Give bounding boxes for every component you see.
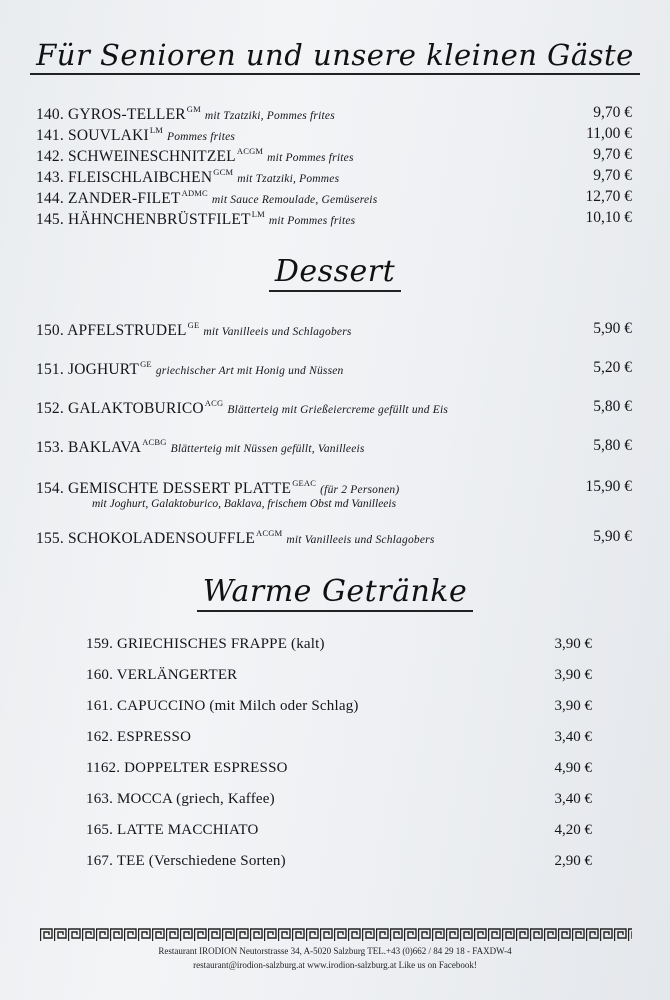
menu-item: 144. ZANDER-$FILET^{ADMC}mit$ Sauce Remoulade, Gemüsereis 12,70 € xyxy=(36,188,632,207)
item-price: 5,80 € xyxy=(593,437,632,454)
item-price: 5,90 € xyxy=(593,320,632,337)
menu-item: 163. MOCCA (griech, Kaffee) 3,40 € xyxy=(86,791,592,807)
menu-item: 159. GRIECHISCHES FRAPPE (kalt) 3,90 € xyxy=(86,636,592,652)
item-price: 3,40 € xyxy=(554,729,592,745)
item-price: 9,70 € xyxy=(593,104,632,121)
menu-item: 143. $FLEISCHLAIBCHEN^{GCM}mit$ Tzatziki, Pommes 9,70 € xyxy=(36,167,632,186)
menu-item: 141. $SOUVLAKI^{LM}Pommes$ frites 11,00 € xyxy=(36,125,632,144)
greek-key-border-icon xyxy=(40,928,632,942)
footer-contact: restaurant@irodion-salzburg.at www.irodion-salzburg.at Like us on Facebook! xyxy=(193,960,477,970)
section-title-dessert: Dessert xyxy=(0,254,670,292)
menu-item: 155. $SCHOKOLADENSOUFFLE^{ACGM}mit$ Vanilleeis und Schlagobers 5,90 € xyxy=(36,528,632,547)
item-price: 9,70 € xyxy=(593,167,632,184)
item-price: 11,00 € xyxy=(586,125,632,142)
menu-item: 1162. DOPPELTER ESPRESSO 4,90 € xyxy=(86,760,592,776)
menu-item: 142. $SCHWEINESCHNITZEL^{ACGM}mit$ Pommes frites 9,70 € xyxy=(36,146,632,165)
menu-item: 151. $JOGHURT^{GE}griechischer$ Art mit Honig und Nüssen 5,20 € xyxy=(36,359,632,378)
item-price: 12,70 € xyxy=(585,188,632,205)
item-price: 10,10 € xyxy=(585,209,632,226)
section-title-drinks: Warme Getränke xyxy=(0,574,670,612)
menu-item: 145. $HÄHNCHENBRÜSTFILET^{LM}mit$ Pommes frites 10,10 € xyxy=(36,209,632,228)
item-price: 4,90 € xyxy=(554,760,592,776)
item-price: 3,40 € xyxy=(554,791,592,807)
menu-item: 140. GYROS-$TELLER^{GM}mit$ Tzatziki, Pommes frites 9,70 € xyxy=(36,104,632,123)
item-price: 15,90 € xyxy=(585,478,632,495)
menu-item: 154. GEMISCHTE DESSERT $PLATTE^{GEAC}(für$ 2 Personen) mit Joghurt, Galaktoburico, Baklava, frischem Obst md Vanilleeis 15,90 € xyxy=(36,478,632,510)
footer-address: Restaurant IRODION Neutorstrasse 34, A-5020 Salzburg TEL.+43 (0)662 / 84 29 18 - FAXDW-4 xyxy=(158,946,512,956)
menu-item: 150. $APFELSTRUDEL^{GE}mit$ Vanilleeis und Schlagobers 5,90 € xyxy=(36,320,632,339)
item-sub-description: mit Joghurt, Galaktoburico, Baklava, frischem Obst md Vanilleeis xyxy=(92,498,397,510)
menu-item: 162. ESPRESSO 3,40 € xyxy=(86,729,592,745)
menu-item: 160. VERLÄNGERTER 3,90 € xyxy=(86,667,592,683)
menu-item: 152. $GALAKTOBURICO^{ACG}Blätterteig$ mit Grießeiercreme gefüllt und Eis 5,80 € xyxy=(36,398,632,417)
section-title-seniors: Für Senioren und unsere kleinen Gäste xyxy=(0,38,670,75)
item-price: 2,90 € xyxy=(554,853,592,869)
menu-item: 167. TEE (Verschiedene Sorten) 2,90 € xyxy=(86,853,592,869)
item-price: 3,90 € xyxy=(554,698,592,714)
item-price: 3,90 € xyxy=(554,636,592,652)
item-price: 5,90 € xyxy=(593,528,632,545)
menu-item: 165. LATTE MACCHIATO 4,20 € xyxy=(86,822,592,838)
item-price: 5,80 € xyxy=(593,398,632,415)
item-price: 9,70 € xyxy=(593,146,632,163)
item-price: 4,20 € xyxy=(554,822,592,838)
item-price: 3,90 € xyxy=(554,667,592,683)
item-price: 5,20 € xyxy=(593,359,632,376)
menu-item: 161. CAPUCCINO (mit Milch oder Schlag) 3,90 € xyxy=(86,698,592,714)
menu-item: 153. $BAKLAVA^{ACBG}Blätterteig$ mit Nüssen gefüllt, Vanilleeis 5,80 € xyxy=(36,437,632,456)
